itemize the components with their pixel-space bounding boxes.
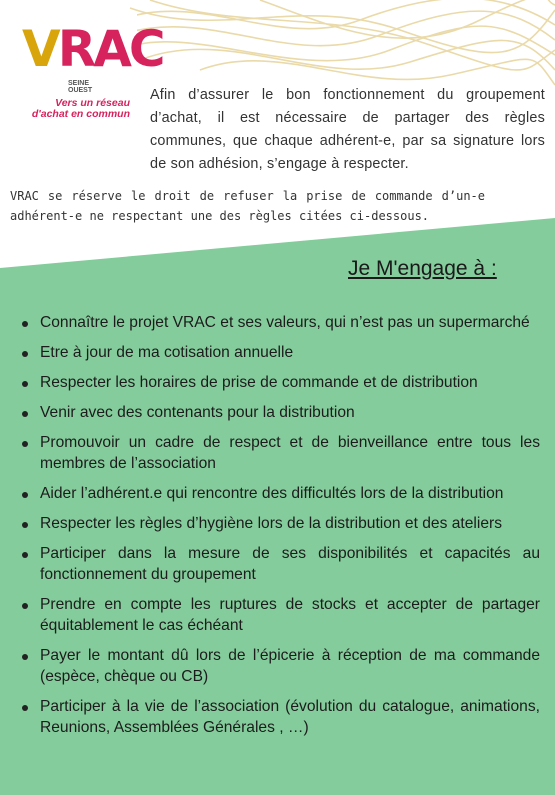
logo-letter-v: V <box>22 20 58 78</box>
refusal-note: VRAC se réserve le droit de refuser la prise de commande d’un-e adhérent-e ne respectant une des règles citées ci-dessous. <box>10 189 485 223</box>
list-item <box>12 594 540 636</box>
list-item <box>12 342 540 363</box>
list-item <box>12 696 540 738</box>
list-item <box>12 312 540 333</box>
list-item <box>12 372 540 393</box>
list-item-text: Respecter les règles d’hygiène lors de la distribution et des ateliers <box>40 515 502 532</box>
bullet-icon <box>22 654 28 660</box>
list-item-text: Prendre en compte les ruptures de stocks et accepter de partager équitablement le cas échéant <box>40 596 540 634</box>
list-item <box>12 402 540 423</box>
list-item-text: Promouvoir un cadre de respect et de bienveillance entre tous les membres de l’association <box>40 434 540 472</box>
list-item-text: Participer à la vie de l’association (évolution du catalogue, animations, Reunions, Assemblées Générales , …) <box>40 698 540 736</box>
list-item <box>12 645 540 687</box>
bullet-icon <box>22 321 28 327</box>
logo-letters-rac: RAC <box>57 20 163 78</box>
logo-tagline-line1: Vers un réseau <box>55 97 130 109</box>
bullet-icon <box>22 552 28 558</box>
bullet-icon <box>22 411 28 417</box>
list-item <box>12 543 540 585</box>
list-item-text: Participer dans la mesure de ses disponibilités et capacités au fonctionnement du groupement <box>40 545 540 583</box>
list-item-text: Payer le montant dû lors de l’épicerie à réception de ma commande (espèce, chèque ou CB) <box>40 647 540 685</box>
bullet-icon <box>22 492 28 498</box>
list-item-text: Venir avec des contenants pour la distribution <box>40 404 355 421</box>
bullet-icon <box>22 705 28 711</box>
bullet-icon <box>22 441 28 447</box>
list-item-text: Respecter les horaires de prise de commande et de distribution <box>40 374 478 391</box>
list-item-text: Aider l’adhérent.e qui rencontre des difficultés lors de la distribution <box>40 485 504 502</box>
list-item <box>12 513 540 534</box>
logo-region-line1: SEINE <box>68 80 90 87</box>
bullet-icon <box>22 351 28 357</box>
logo-tagline-line2: d'achat en commun <box>31 108 130 121</box>
list-item-text: Connaître le projet VRAC et ses valeurs, qui n’est pas un supermarché <box>40 314 530 331</box>
list-item <box>12 483 540 504</box>
list-item <box>12 432 540 474</box>
list-item-text: Etre à jour de ma cotisation annuelle <box>40 344 294 361</box>
bullet-icon <box>22 381 28 387</box>
bullet-icon <box>22 522 28 528</box>
logo-region-line2: OUEST <box>68 87 93 95</box>
intro-paragraph: Afin d’assurer le bon fonctionnement du groupement d’achat, il est nécessaire de partager des règles communes, que chaque adhérent-e, par sa signature lors de son adhésion, s’engage à respecter. <box>150 87 545 172</box>
bullet-icon <box>22 603 28 609</box>
commitment-heading: Je M'engage à : <box>348 257 497 280</box>
commitment-list <box>12 312 540 747</box>
